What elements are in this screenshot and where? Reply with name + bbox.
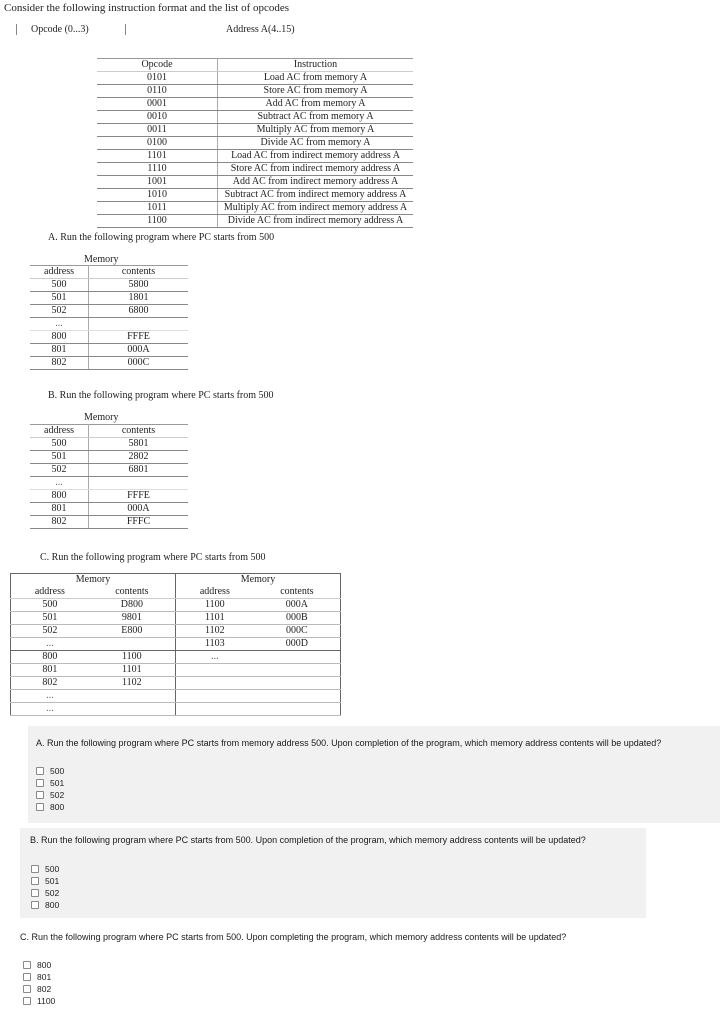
instruction-cell: Store AC from indirect memory address A (218, 163, 414, 176)
contents-cell: 9801 (89, 612, 176, 625)
answer-option-label: 500 (45, 864, 60, 874)
answer-option[interactable] (31, 900, 59, 910)
opcode-cell: 1110 (97, 163, 218, 176)
address-cell: 800 (30, 490, 89, 503)
format-opcode-label: Opcode (0...3) (31, 24, 89, 35)
answer-option-label: 500 (50, 766, 65, 776)
section-b-memory-label: Memory (84, 412, 119, 423)
opcode-cell: 0010 (97, 111, 218, 124)
answer-option[interactable] (23, 960, 51, 970)
answer-option-label: 501 (50, 778, 65, 788)
instruction-column-header: Instruction (218, 59, 414, 72)
address-cell: 501 (30, 451, 89, 464)
address-cell (175, 690, 253, 703)
contents-cell (89, 318, 189, 331)
address-cell: ... (30, 318, 89, 331)
contents-cell: FFFC (89, 516, 189, 529)
address-column-header: address (30, 266, 89, 279)
address-cell: ... (11, 638, 89, 651)
address-cell: 802 (11, 677, 89, 690)
address-cell: 1101 (175, 612, 253, 625)
contents-cell: 000D (254, 638, 341, 651)
section-a-memory-label: Memory (84, 254, 119, 265)
answer-checkbox[interactable] (23, 985, 31, 993)
contents-cell: 6800 (89, 305, 189, 318)
answer-option-label: 502 (50, 790, 65, 800)
section-c-memory-label-left: Memory (11, 574, 176, 587)
section-c-row (11, 612, 341, 625)
answer-checkbox[interactable] (31, 889, 39, 897)
opcode-row (97, 85, 413, 98)
address-cell: 801 (30, 503, 89, 516)
opcode-cell: 0110 (97, 85, 218, 98)
instruction-cell: Store AC from memory A (218, 85, 414, 98)
address-cell: 801 (11, 664, 89, 677)
answer-option[interactable] (31, 864, 59, 874)
memory-table-header (30, 266, 188, 279)
address-cell: 502 (11, 625, 89, 638)
section-c-title: C. Run the following program where PC starts from 500 (40, 552, 266, 563)
section-c-memory-table (10, 573, 341, 716)
section-b-title: B. Run the following program where PC starts from 500 (48, 390, 274, 401)
contents-cell: 5801 (89, 438, 189, 451)
contents-column-header: contents (89, 266, 189, 279)
opcode-row (97, 124, 413, 137)
answer-option[interactable] (31, 876, 59, 886)
opcode-row (97, 111, 413, 124)
contents-cell (89, 703, 176, 716)
contents-cell (254, 703, 341, 716)
opcode-cell: 1100 (97, 215, 218, 228)
contents-column-header: contents (89, 586, 176, 599)
answer-option-label: 800 (50, 802, 65, 812)
contents-cell: 000C (89, 357, 189, 370)
opcode-cell: 0011 (97, 124, 218, 137)
answer-checkbox[interactable] (31, 877, 39, 885)
address-cell: 500 (11, 599, 89, 612)
address-cell (175, 664, 253, 677)
contents-cell (89, 477, 189, 490)
contents-cell: 1101 (89, 664, 176, 677)
address-cell: 800 (30, 331, 89, 344)
answer-checkbox[interactable] (36, 791, 44, 799)
section-a-title: A. Run the following program where PC starts from 500 (48, 232, 275, 243)
opcode-table-body (97, 59, 413, 228)
contents-cell: D800 (89, 599, 176, 612)
contents-cell (254, 690, 341, 703)
answer-checkbox[interactable] (36, 803, 44, 811)
section-c-table-body (11, 586, 341, 716)
memory-row (30, 477, 188, 490)
address-cell: 802 (30, 357, 89, 370)
section-c-row (11, 664, 341, 677)
address-cell: 1103 (175, 638, 253, 651)
answer-checkbox[interactable] (31, 901, 39, 909)
page-title: Consider the following instruction format and the list of opcodes (4, 2, 290, 14)
question-b-text: B. Run the following program where PC starts from 500. Upon completion of the program, which memory address contents will be updated? (30, 835, 586, 845)
answer-option-label: 800 (37, 960, 52, 970)
instruction-cell: Subtract AC from memory A (218, 111, 414, 124)
address-cell: ... (11, 690, 89, 703)
answer-option[interactable] (36, 766, 64, 776)
section-c-row (11, 599, 341, 612)
contents-cell: 6801 (89, 464, 189, 477)
instruction-cell: Subtract AC from indirect memory address A (218, 189, 414, 202)
contents-cell: 1801 (89, 292, 189, 305)
opcode-cell: 1101 (97, 150, 218, 163)
section-c-row (11, 703, 341, 716)
contents-cell: 000A (89, 503, 189, 516)
section-b-memory-table (30, 424, 188, 529)
section-c-row (11, 651, 341, 664)
opcode-row (97, 163, 413, 176)
section-c-row (11, 638, 341, 651)
answer-option[interactable] (36, 790, 64, 800)
address-cell: ... (175, 651, 253, 664)
contents-cell (254, 677, 341, 690)
contents-cell: FFFE (89, 490, 189, 503)
answer-option[interactable] (36, 778, 64, 788)
address-cell: 502 (30, 305, 89, 318)
memory-row (30, 451, 188, 464)
contents-column-header: contents (254, 586, 341, 599)
memory-row (30, 438, 188, 451)
answer-checkbox[interactable] (23, 961, 31, 969)
instruction-cell: Divide AC from indirect memory address A (218, 215, 414, 228)
address-cell: 800 (11, 651, 89, 664)
address-cell: 1100 (175, 599, 253, 612)
instruction-cell: Load AC from memory A (218, 72, 414, 85)
answer-checkbox[interactable] (23, 973, 31, 981)
contents-cell: 2802 (89, 451, 189, 464)
address-cell: ... (30, 477, 89, 490)
instruction-cell: Multiply AC from indirect memory address A (218, 202, 414, 215)
opcode-cell: 1001 (97, 176, 218, 189)
section-a-memory-table (30, 265, 188, 370)
answer-option[interactable] (31, 888, 59, 898)
contents-cell: 000C (254, 625, 341, 638)
memory-row (30, 305, 188, 318)
opcode-table-header (97, 59, 413, 72)
opcode-cell: 0001 (97, 98, 218, 111)
opcode-cell: 1011 (97, 202, 218, 215)
section-c-memory-label-right: Memory (240, 574, 276, 586)
answer-option[interactable] (23, 996, 55, 1006)
address-cell: 1102 (175, 625, 253, 638)
memory-row (30, 516, 188, 529)
memory-row (30, 357, 188, 370)
format-address-label: Address A(4..15) (226, 24, 295, 35)
memory-row (30, 331, 188, 344)
memory-row (30, 292, 188, 305)
answer-checkbox[interactable] (31, 865, 39, 873)
memory-row (30, 503, 188, 516)
contents-cell: 5800 (89, 279, 189, 292)
contents-cell (89, 638, 176, 651)
section-c-row (11, 690, 341, 703)
answer-option[interactable] (23, 972, 51, 982)
answer-checkbox[interactable] (36, 767, 44, 775)
contents-cell: 000A (254, 599, 341, 612)
memory-row (30, 344, 188, 357)
instruction-cell: Divide AC from memory A (218, 137, 414, 150)
memory-row (30, 279, 188, 292)
contents-cell: 1100 (89, 651, 176, 664)
contents-cell: FFFE (89, 331, 189, 344)
answer-option[interactable] (23, 984, 51, 994)
address-cell (175, 703, 253, 716)
address-cell: 502 (30, 464, 89, 477)
address-cell: 802 (30, 516, 89, 529)
memory-row (30, 318, 188, 331)
contents-cell: E800 (89, 625, 176, 638)
address-column-header: address (175, 586, 253, 599)
section-c-row (11, 677, 341, 690)
opcode-column-header: Opcode (97, 59, 218, 72)
question-a-text: A. Run the following program where PC starts from memory address 500. Upon completion of the program, which memory address contents will be updated? (36, 738, 662, 748)
answer-checkbox[interactable] (23, 997, 31, 1005)
contents-cell (254, 651, 341, 664)
section-c-row (11, 625, 341, 638)
answer-option-label: 502 (45, 888, 60, 898)
address-cell: ... (11, 703, 89, 716)
address-cell: 801 (30, 344, 89, 357)
answer-option-label: 1100 (37, 996, 56, 1006)
opcode-row (97, 137, 413, 150)
question-c-text: C. Run the following program where PC starts from 500. Upon completing the program, which memory address contents will be updated? (20, 932, 567, 942)
contents-cell: 1102 (89, 677, 176, 690)
opcode-row (97, 215, 413, 228)
instruction-cell: Multiply AC from memory A (218, 124, 414, 137)
instruction-cell: Add AC from indirect memory address A (218, 176, 414, 189)
instruction-cell: Add AC from memory A (218, 98, 414, 111)
section-c-header-row (11, 586, 341, 599)
opcode-row (97, 202, 413, 215)
opcode-cell: 0100 (97, 137, 218, 150)
contents-cell: 000A (89, 344, 189, 357)
contents-cell (89, 690, 176, 703)
opcode-row (97, 189, 413, 202)
answer-option[interactable] (36, 802, 64, 812)
opcode-cell: 0101 (97, 72, 218, 85)
contents-cell (254, 664, 341, 677)
address-column-header: address (11, 586, 89, 599)
address-column-header: address (30, 425, 89, 438)
opcode-row (97, 98, 413, 111)
memory-row (30, 464, 188, 477)
opcode-cell: 1010 (97, 189, 218, 202)
address-cell: 500 (30, 279, 89, 292)
contents-cell: 000B (254, 612, 341, 625)
opcode-row (97, 72, 413, 85)
address-cell: 501 (11, 612, 89, 625)
contents-column-header: contents (89, 425, 189, 438)
memory-table-header (30, 425, 188, 438)
memory-row (30, 490, 188, 503)
answer-checkbox[interactable] (36, 779, 44, 787)
address-cell: 501 (30, 292, 89, 305)
answer-option-label: 802 (37, 984, 52, 994)
format-opcode-field (16, 24, 126, 35)
instruction-cell: Load AC from indirect memory address A (218, 150, 414, 163)
answer-option-label: 801 (37, 972, 52, 982)
answer-option-label: 501 (45, 876, 60, 886)
opcode-table (97, 58, 413, 228)
opcode-row (97, 150, 413, 163)
opcode-row (97, 176, 413, 189)
address-cell (175, 677, 253, 690)
answer-option-label: 800 (45, 900, 60, 910)
address-cell: 500 (30, 438, 89, 451)
